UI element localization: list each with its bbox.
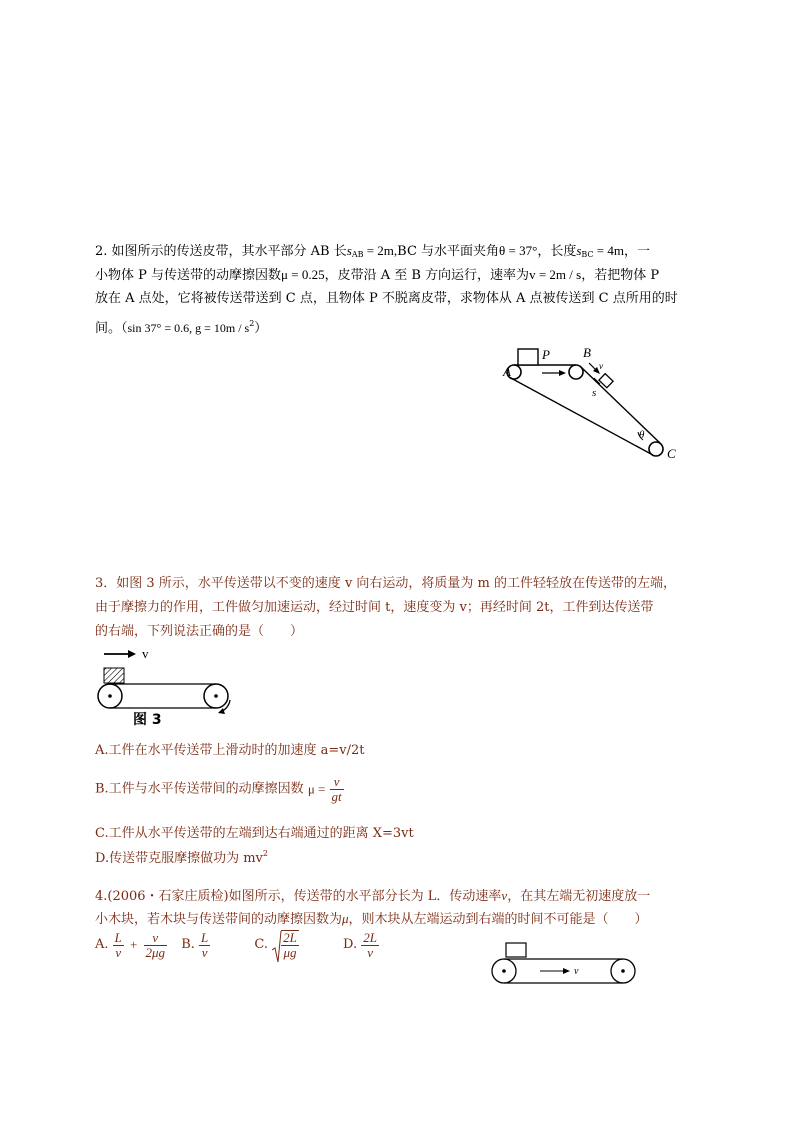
q4-line-1 [95,888,650,905]
q2-text: 放在 A 点处，它将被传送带送到 C 点，且物体 P 不脱离皮带，求物体从 A 点被传送到 C 点所用的时 [95,291,678,306]
sab-symbol: s [346,243,352,258]
q3-opt-a-text: A.工件在水平传送带上滑动时的加速度 a=v/2t [95,743,365,758]
given-values: sin 37° = 0.6, g = 10m / s [127,321,250,335]
q3-mu: μ = [307,781,326,797]
q3-text: 由于摩擦力的作用，工件做匀加速运动，经过时间 t，速度变为 v；再经时间 2t，工件到达传送带 [95,600,654,615]
q4-line-2 [95,911,648,928]
q4-opt-d-label: D. [343,937,358,952]
q4-options [95,930,379,970]
label-c: C [667,446,676,461]
mu-value: μ = 0.25 [281,267,325,282]
q4-text: 小木块，若木块与传送带间的动摩擦因数为 [95,912,343,927]
q3-option-d [95,846,268,867]
sab-sub: AB [351,250,364,259]
q2-text: 2. 如图所示的传送皮带，其水平部分 AB 长 [95,244,347,259]
label-a: A [503,364,511,379]
label-p: P [542,347,550,362]
q2-text: BC 与水平面夹角 [397,244,500,259]
label-b: B [583,345,591,360]
sbc-symbol: s [576,243,582,258]
q2-line-1 [95,243,650,263]
q4-opt-d-frac: $\frac{2L}{v}$ [363,929,378,960]
q4-text: ，在其左端无初速度放一 [507,889,651,904]
q3-option-c [95,826,414,842]
theta-value: θ = 37° [499,243,538,258]
q4-belt-figure [488,940,643,990]
workpiece [104,668,124,683]
q3-opt-d-sup: 2 [262,849,268,858]
q4-opt-b-label: B. [181,937,195,952]
q2-line-4 [95,316,267,337]
q3-line-3 [95,624,303,640]
q4-block [506,943,526,957]
q4-opt-a-frac2: $\frac{v}{2\mu g}$ [145,929,166,960]
q3-option-a [95,743,365,759]
label-s: s [592,387,597,399]
q2-text: ，若把物体 P [581,268,660,283]
fig3-caption: 图 3 [133,712,162,728]
q4-v: v [501,888,508,903]
q3-text: 3．如图 3 所示，水平传送带以不变的速度 v 向右运动，将质量为 m 的工件轻轻放在传送带的左端， [95,576,677,591]
sbc-value: = 4m [593,243,624,258]
q4-opt-a-label: A. [95,937,109,952]
q3-line-2 [95,600,653,616]
sbc-sub: BC [581,250,594,259]
fig3-v-label: v [142,646,149,661]
q2-text: 小物体 P 与传送带的动摩擦因数 [95,268,282,283]
q4-plus: + [130,937,138,952]
sqrt-icon [272,930,282,964]
given-sup: 2 [249,319,255,328]
label-theta: θ [639,429,645,441]
pulley-b [569,365,583,379]
q2-line-3 [95,291,678,307]
q2-incline-belt-figure [482,340,692,465]
q3-text: 的右端，下列说法正确的是（ ） [95,624,304,639]
q4-opt-c-label: C. [254,937,269,952]
q3-opt-d-text: D.传送带克服摩擦做功为 mv [95,851,263,866]
q4-mu: μ [342,911,349,926]
q2-text: ，一 [624,244,651,259]
q2-line-2 [95,267,659,284]
q4-opt-a-frac1: $\frac{L}{v}$ [114,929,122,960]
sab-value: = 2m, [363,243,398,258]
q4-text: 4.(2006・石家庄质检)如图所示，传送带的水平部分长为 L．传动速率 [95,889,502,904]
fig3-belt-figure [92,642,242,732]
q2-text: ，皮带沿 A 至 B 方向运行，速率为 [324,268,530,283]
q4-opt-c-sqrt: $\frac{2L}{\mu g}$ [272,930,299,960]
q3-line-1 [95,576,676,592]
q4-opt-b-frac: $\frac{L}{v}$ [201,929,209,960]
label-v: v [599,361,603,371]
q3-fraction: $\frac{v}{gt}$ [331,774,342,804]
q2-text: ，长度 [537,244,577,259]
q4-text: ，则木块从左端运动到右端的时间不可能是（ ） [348,912,648,927]
block-p [518,349,538,365]
q3-opt-c-text: C.工件从水平传送带的左端到达右端通过的距离 X=3vt [95,826,414,841]
q4-fig-v-label: v [574,966,579,977]
q3-opt-b-text: B.工件与水平传送带间的动摩擦因数 [95,781,304,797]
speed-value: v = 2m / s [529,267,582,282]
q2-text: 间。（ [95,321,128,336]
q2-text: ） [254,321,268,336]
q3-option-b [95,775,344,815]
